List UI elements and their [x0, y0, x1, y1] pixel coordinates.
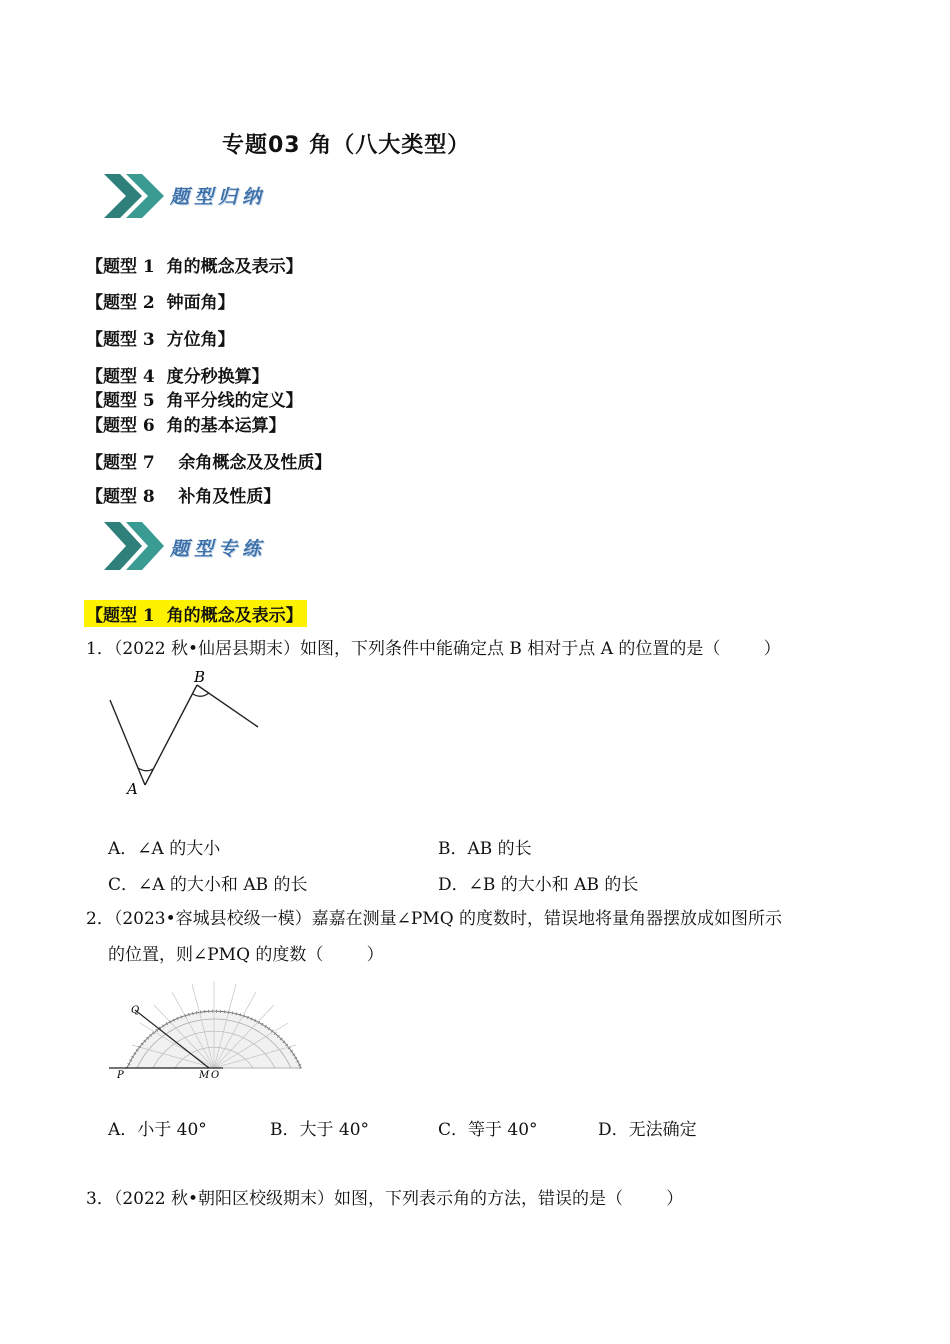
banner-label: 题型专练 — [170, 538, 267, 560]
toc-item: 【题型 7 余角概念及及性质】 — [86, 453, 332, 473]
q2-option-d[interactable]: D．无法确定 — [598, 1120, 697, 1140]
toc-item: 【题型 3 方位角】 — [86, 330, 235, 350]
q2-protractor-figure — [105, 978, 305, 1080]
section-heading: 【题型 1 角的概念及表示】 — [84, 600, 307, 627]
label-o: O — [211, 1070, 220, 1080]
double-chevron-icon — [100, 170, 170, 222]
section-banner-practice — [100, 518, 290, 570]
toc-item: 【题型 8 补角及性质】 — [86, 487, 281, 507]
q2-option-a[interactable]: A．小于 40° — [108, 1120, 207, 1140]
label-m: M — [199, 1070, 210, 1080]
label-p: P — [117, 1070, 124, 1080]
q1-option-a[interactable]: A．∠A 的大小 — [108, 839, 221, 859]
question-1-stem: 1．（2022 秋•仙居县期末）如图，下列条件中能确定点 B 相对于点 A 的位置的是（ ） — [86, 639, 781, 659]
q1-option-c[interactable]: C．∠A 的大小和 AB 的长 — [108, 875, 308, 895]
label-b: B — [194, 668, 206, 686]
section-banner-summary — [100, 170, 290, 222]
double-chevron-icon — [100, 518, 170, 574]
question-2-stem-line2: 的位置，则∠PMQ 的度数（ ） — [108, 945, 384, 965]
toc-item: 【题型 6 角的基本运算】 — [86, 416, 286, 436]
q1-option-b[interactable]: B．AB 的长 — [438, 839, 532, 859]
toc-item: 【题型 2 钟面角】 — [86, 293, 235, 313]
q2-option-b[interactable]: B．大于 40° — [270, 1120, 370, 1140]
q1-angle-figure — [100, 665, 270, 800]
question-3-stem: 3．（2022 秋•朝阳区校级期末）如图，下列表示角的方法，错误的是（ ） — [86, 1189, 684, 1209]
label-q: Q — [131, 1005, 140, 1016]
page-title: 专题03 角（八大类型） — [222, 133, 471, 158]
toc-item: 【题型 1 角的概念及表示】 — [86, 257, 303, 277]
question-2-stem-line1: 2．（2023•容城县校级一模）嘉嘉在测量∠PMQ 的度数时，错误地将量角器摆放成如图所示 — [86, 909, 783, 929]
q2-option-c[interactable]: C．等于 40° — [438, 1120, 538, 1140]
q1-option-d[interactable]: D．∠B 的大小和 AB 的长 — [438, 875, 639, 895]
banner-label: 题型归纳 — [170, 186, 267, 208]
toc-item: 【题型 5 角平分线的定义】 — [86, 391, 303, 411]
toc-item: 【题型 4 度分秒换算】 — [86, 367, 269, 387]
label-a: A — [127, 780, 138, 798]
